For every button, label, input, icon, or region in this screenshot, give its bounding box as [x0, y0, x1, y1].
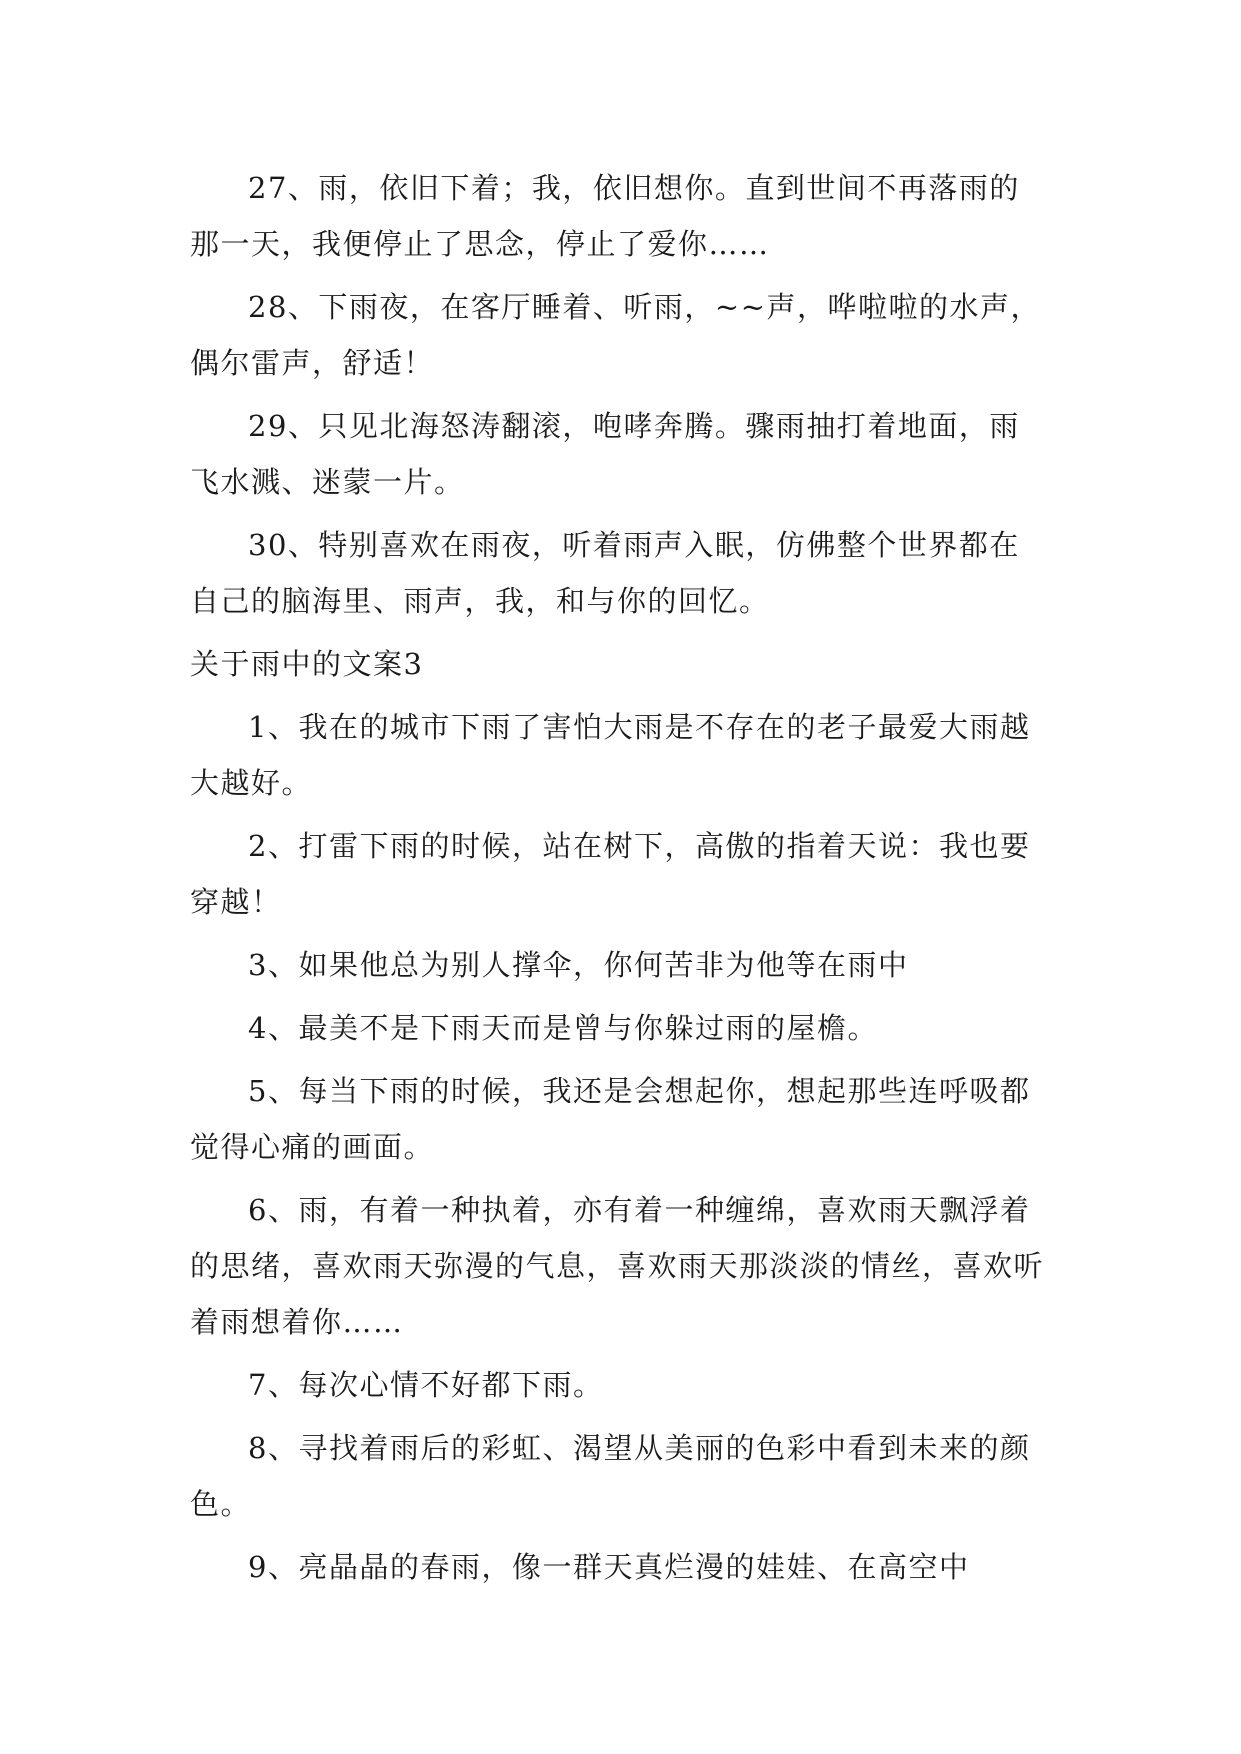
paragraph-3: 3、如果他总为别人撑伞，你何苦非为他等在雨中: [248, 948, 909, 982]
paragraph-29: 29、只见北海怒涛翻滚，咆哮奔腾。骤雨抽打着地面，雨飞水溅、迷蒙一片。: [190, 409, 1020, 499]
paragraph-2: 2、打雷下雨的时候，站在树下，高傲的指着天说：我也要穿越！: [190, 829, 1031, 919]
paragraph-6: 6、雨，有着一种执着，亦有着一种缠绵，喜欢雨天飘浮着的思绪，喜欢雨天弥漫的气息，喜欢雨天那淡淡的情丝，喜欢听着雨想着你……: [190, 1193, 1045, 1339]
paragraph-7: 7、每次心情不好都下雨。: [248, 1368, 604, 1402]
section-heading: 关于雨中的文案3: [190, 647, 424, 681]
paragraph-1: 1、我在的城市下雨了害怕大雨是不存在的老子最爱大雨越大越好。: [190, 710, 1031, 800]
paragraph-27: 27、雨，依旧下着；我，依旧想你。直到世间不再落雨的那一天，我便停止了思念，停止了爱你……: [190, 171, 1020, 261]
paragraph-4: 4、最美不是下雨天而是曾与你躲过雨的屋檐。: [248, 1011, 878, 1045]
paragraph-28: 28、下雨夜，在客厅睡着、听雨，~~声，哗啦啦的水声，偶尔雷声，舒适！: [190, 290, 1042, 380]
paragraph-8: 8、寻找着雨后的彩虹、渴望从美丽的色彩中看到未来的颜色。: [190, 1431, 1031, 1521]
document-body: [190, 160, 1050, 1602]
paragraph-9: 9、亮晶晶的春雨，像一群天真烂漫的娃娃、在高空中: [248, 1550, 970, 1584]
paragraph-30: 30、特别喜欢在雨夜，听着雨声入眠，仿佛整个世界都在自己的脑海里、雨声，我，和与你的回忆。: [190, 528, 1020, 618]
paragraph-5: 5、每当下雨的时候，我还是会想起你，想起那些连呼吸都觉得心痛的画面。: [190, 1074, 1031, 1164]
